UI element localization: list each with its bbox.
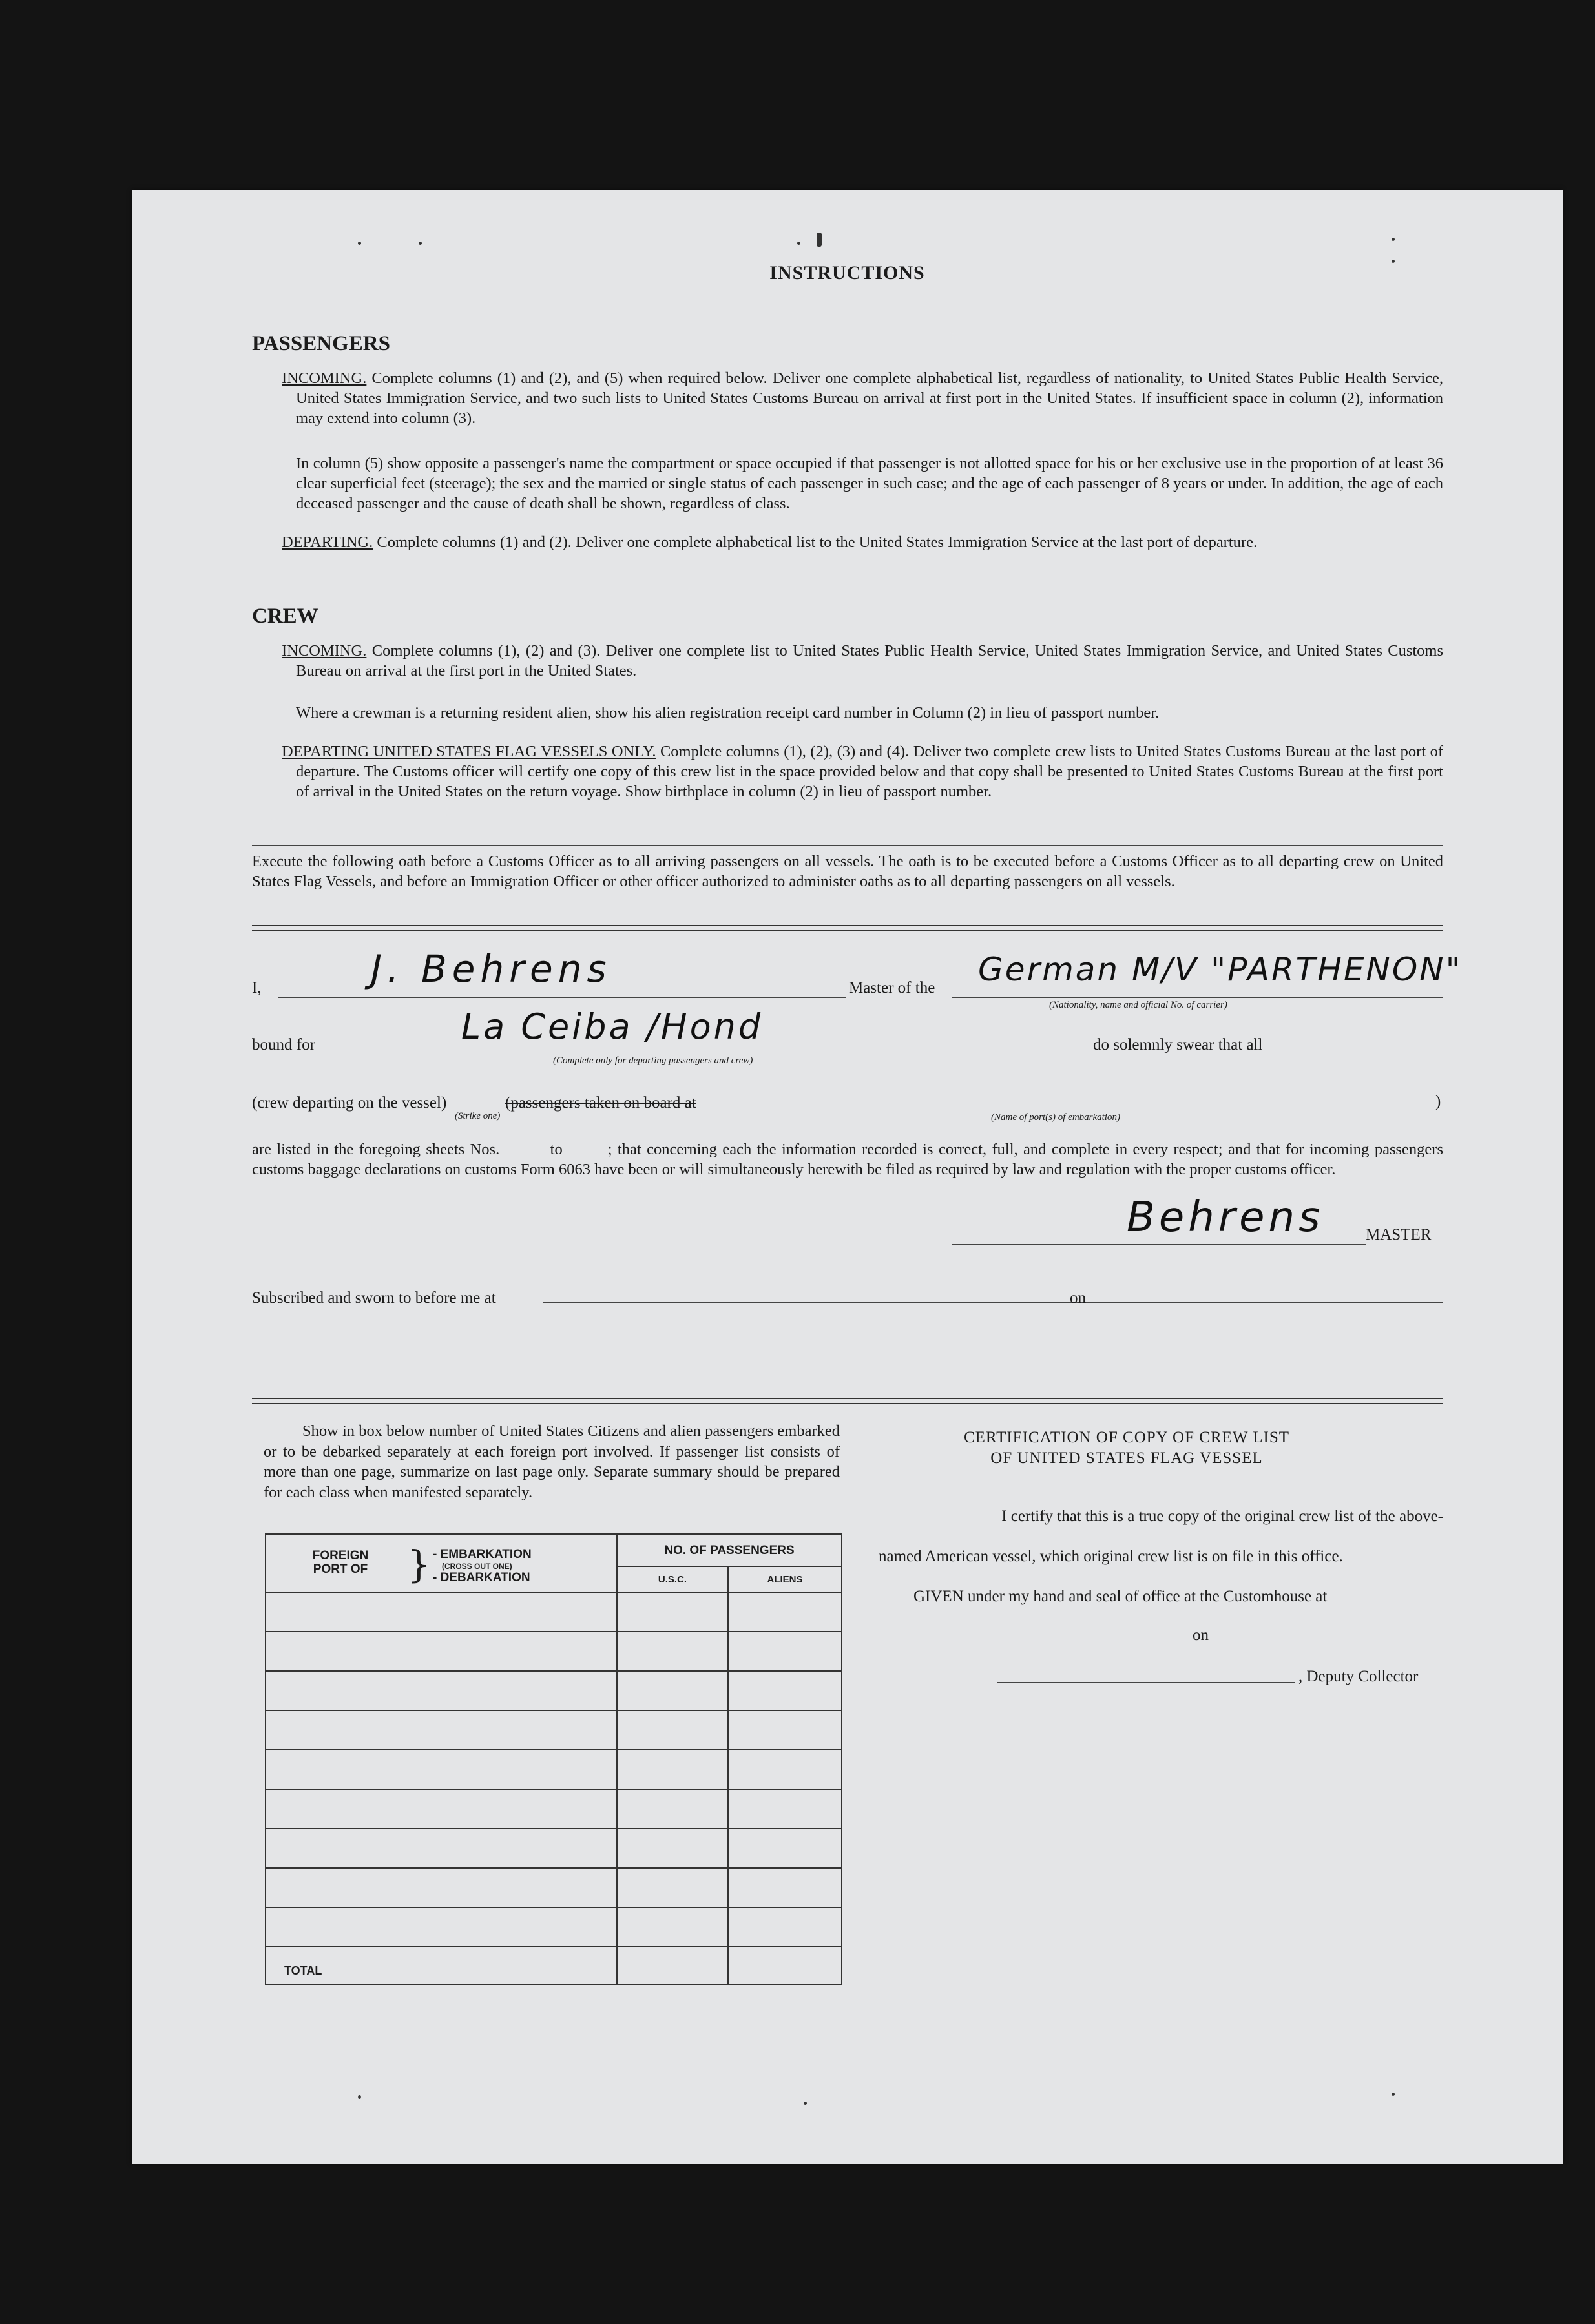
- aliens-cell[interactable]: [728, 1632, 842, 1671]
- crew-resident-paragraph: Where a crewman is a returning resident alien, show his alien registration receipt card number in Column (2) in lieu of passport number.: [296, 704, 1160, 721]
- aliens-cell[interactable]: [728, 1868, 842, 1907]
- summary-instructions: Show in box below number of United States Citizens and alien passengers embarked or to be debarked separately at each foreign port involved. If passenger list consists of more than one page, summarize on last page only. Separate summary should be prepared for each class when manifested separately.: [264, 1422, 840, 1501]
- subscribed-place-line[interactable]: [543, 1302, 1189, 1303]
- passengers-heading: PASSENGERS: [252, 332, 390, 355]
- speck: [358, 2095, 361, 2099]
- usc-cell[interactable]: [617, 1750, 728, 1789]
- divider: [252, 1403, 1443, 1404]
- usc-header: U.S.C.: [617, 1566, 728, 1592]
- summary-row: [266, 1750, 842, 1789]
- passengers-incoming-label: INCOMING.: [282, 369, 367, 387]
- speck: [419, 242, 422, 245]
- port-cell[interactable]: [266, 1789, 617, 1829]
- divider: [252, 925, 1443, 926]
- document-page: [132, 190, 1563, 2164]
- certification-on-label: on: [1193, 1626, 1209, 1644]
- crew-departing-text: Complete columns (1), (2), (3) and (4). Deliver two complete crew lists to United States Customs Bureau at the last port of departure. The Customs officer will certify one copy of this crew list in the space provided below and that copy shall be presented to United States Customs Bureau at the first port of arrival in the United States on the return voyage. Show birthplace in column (2) in lieu of passport number.: [296, 743, 1443, 800]
- master-label: MASTER: [1366, 1226, 1432, 1243]
- speck: [1392, 2093, 1395, 2096]
- oath-instructions: Execute the following oath before a Customs Officer as to all arriving passengers on all vessels. The oath is to be executed before a Customs Officer as to all departing crew on United States Flag Vessels, and before an Immigration Officer or other officer authorized to administer oaths as to all departing passengers on all vessels.: [252, 853, 1443, 890]
- strike-caption: (Strike one): [455, 1111, 501, 1121]
- divider: [252, 1398, 1443, 1399]
- crew-departing-label: (crew departing on the vessel): [252, 1094, 447, 1112]
- usc-cell[interactable]: [617, 1671, 728, 1710]
- divider: [252, 845, 1443, 846]
- port-cell[interactable]: [266, 1710, 617, 1750]
- passenger-summary-table: [265, 1533, 842, 1985]
- debarkation-label: - DEBARKATION: [433, 1571, 530, 1584]
- swear-label: do solemnly swear that all: [1093, 1036, 1263, 1053]
- speck: [804, 2102, 807, 2105]
- divider: [252, 930, 1443, 931]
- crew-incoming-paragraph: [282, 641, 1443, 681]
- master-of-label: Master of the: [849, 979, 935, 997]
- master-signature[interactable]: Behrens: [1127, 1194, 1324, 1241]
- aliens-cell[interactable]: [728, 1907, 842, 1947]
- bound-for-label: bound for: [252, 1036, 315, 1053]
- summary-row: [266, 1632, 842, 1671]
- usc-cell[interactable]: [617, 1907, 728, 1947]
- usc-cell[interactable]: [617, 1829, 728, 1868]
- port-cell[interactable]: [266, 1868, 617, 1907]
- passengers-departing-text: Complete columns (1) and (2). Deliver one complete alphabetical list to the United States Immigration Service at the last port of departure.: [377, 534, 1258, 551]
- certification-line1: I certify that this is a true copy of the original crew list of the above-: [1001, 1508, 1443, 1525]
- usc-cell[interactable]: [617, 1868, 728, 1907]
- certification-title-line1: CERTIFICATION OF COPY OF CREW LIST: [963, 1429, 1290, 1446]
- crew-incoming-text: Complete columns (1), (2) and (3). Deliver one complete list to United States Public Health Service, United States Immigration Service, and United States Customs Bureau on arrival at the first port in the United States.: [296, 642, 1444, 680]
- crew-incoming-label: INCOMING.: [282, 642, 367, 659]
- certification-line2: named American vessel, which original crew list is on file in this office.: [879, 1548, 1343, 1565]
- sheets-prefix: are listed in the foregoing sheets Nos.: [252, 1141, 500, 1158]
- oath-i-label: I,: [252, 979, 262, 997]
- crew-departing-label: DEPARTING UNITED STATES FLAG VESSELS ONLY.: [282, 743, 656, 760]
- deputy-collector-label: , Deputy Collector: [1298, 1668, 1419, 1685]
- total-label: TOTAL: [284, 1964, 322, 1977]
- passengers-incoming-paragraph: [282, 368, 1443, 428]
- total-label-cell: [266, 1947, 617, 1984]
- subscribed-date-line[interactable]: [1109, 1302, 1443, 1303]
- port-cell[interactable]: [266, 1829, 617, 1868]
- total-usc-cell[interactable]: [617, 1947, 728, 1984]
- carrier-handwriting[interactable]: German M/V "PARTHENON": [978, 951, 1463, 988]
- oath-sheets-paragraph: [252, 1139, 1443, 1179]
- brace-symbol: }: [407, 1542, 431, 1586]
- sheets-rest: ; that concerning each the information recorded is correct, full, and complete in every respect; and that for incoming passengers customs baggage declarations on customs Form 6063 have been or will simultaneously herewith be filed as required by law and regulation with the proper customs officer.: [252, 1141, 1443, 1178]
- passengers-column5-paragraph: In column (5) show opposite a passenger's name the compartment or space occupied if that passenger is not allotted space for his or her exclusive use in the proportion of at least 36 clear superficial feet (steerage); the sex and the married or single status of each passenger in such case; and the age of each passenger of 8 years or under. In addition, the age of each deceased passenger and the cause of death shall be shown, regardless of class.: [296, 455, 1443, 512]
- usc-cell[interactable]: [617, 1710, 728, 1750]
- port-cell[interactable]: [266, 1671, 617, 1710]
- crew-heading: CREW: [252, 605, 318, 628]
- summary-row: [266, 1671, 842, 1710]
- passengers-struck-label: (passengers taken on board at: [505, 1094, 696, 1112]
- summary-row: [266, 1907, 842, 1947]
- port-cell[interactable]: [266, 1907, 617, 1947]
- speck: [358, 242, 361, 245]
- certification-line3: GIVEN under my hand and seal of office at the Customhouse at: [913, 1588, 1328, 1605]
- passengers-departing-label: DEPARTING.: [282, 534, 373, 551]
- summary-row: [266, 1592, 842, 1632]
- certification-title-line2: OF UNITED STATES FLAG VESSEL: [990, 1449, 1263, 1467]
- aliens-cell[interactable]: [728, 1671, 842, 1710]
- port-cell[interactable]: [266, 1592, 617, 1632]
- port-cell[interactable]: [266, 1750, 617, 1789]
- summary-row: [266, 1710, 842, 1750]
- subscribed-label: Subscribed and sworn to before me at: [252, 1289, 496, 1307]
- master-name-handwriting[interactable]: J. Behrens: [371, 947, 612, 991]
- speck: [1392, 238, 1395, 241]
- aliens-cell[interactable]: [728, 1710, 842, 1750]
- carrier-line: [952, 997, 1443, 998]
- total-aliens-cell[interactable]: [728, 1947, 842, 1984]
- summary-row: [266, 1829, 842, 1868]
- passengers-departing-paragraph: [282, 532, 1443, 552]
- speck: [817, 233, 822, 247]
- usc-cell[interactable]: [617, 1789, 728, 1829]
- embarkation-label: - EMBARKATION: [433, 1548, 532, 1561]
- embarkation-caption: (Name of port(s) of embarkation): [991, 1112, 1120, 1123]
- passengers-incoming-text: Complete columns (1) and (2), and (5) when required below. Deliver one complete alphabetical list, regardless of nationality, to United States Public Health Service, United States Immigration Service, and two such lists to United States Customs Bureau on arrival at first port in the United States. If insufficient space in column (2), information may extend into column (3).: [296, 369, 1444, 427]
- crew-departing-paragraph: [282, 742, 1443, 802]
- aliens-cell[interactable]: [728, 1829, 842, 1868]
- instructions-title: INSTRUCTIONS: [769, 262, 925, 284]
- aliens-cell[interactable]: [728, 1592, 842, 1632]
- aliens-header: ALIENS: [728, 1566, 842, 1592]
- subscribed-on-label: on: [1070, 1289, 1086, 1307]
- cross-out-label: (CROSS OUT ONE): [442, 1562, 512, 1571]
- bound-for-caption: (Complete only for departing passengers and crew): [553, 1055, 753, 1066]
- usc-cell[interactable]: [617, 1592, 728, 1632]
- close-paren: ): [1435, 1093, 1441, 1110]
- foreign-port-label: FOREIGN PORT OF: [312, 1549, 369, 1576]
- summary-row: [266, 1868, 842, 1907]
- port-cell[interactable]: [266, 1632, 617, 1671]
- aliens-cell[interactable]: [728, 1750, 842, 1789]
- carrier-caption: (Nationality, name and official No. of carrier): [1049, 1000, 1227, 1010]
- usc-cell[interactable]: [617, 1632, 728, 1671]
- sheets-to-label: to: [550, 1141, 563, 1158]
- summary-row: [266, 1789, 842, 1829]
- deputy-collector-line[interactable]: [997, 1682, 1295, 1683]
- bound-for-handwriting[interactable]: La Ceiba /Hond: [461, 1006, 764, 1047]
- speck: [797, 242, 800, 245]
- master-name-line: [278, 997, 846, 998]
- no-passengers-header: NO. OF PASSENGERS: [617, 1534, 842, 1566]
- aliens-cell[interactable]: [728, 1789, 842, 1829]
- master-signature-line: [952, 1244, 1366, 1245]
- foreign-port-header: [266, 1534, 617, 1592]
